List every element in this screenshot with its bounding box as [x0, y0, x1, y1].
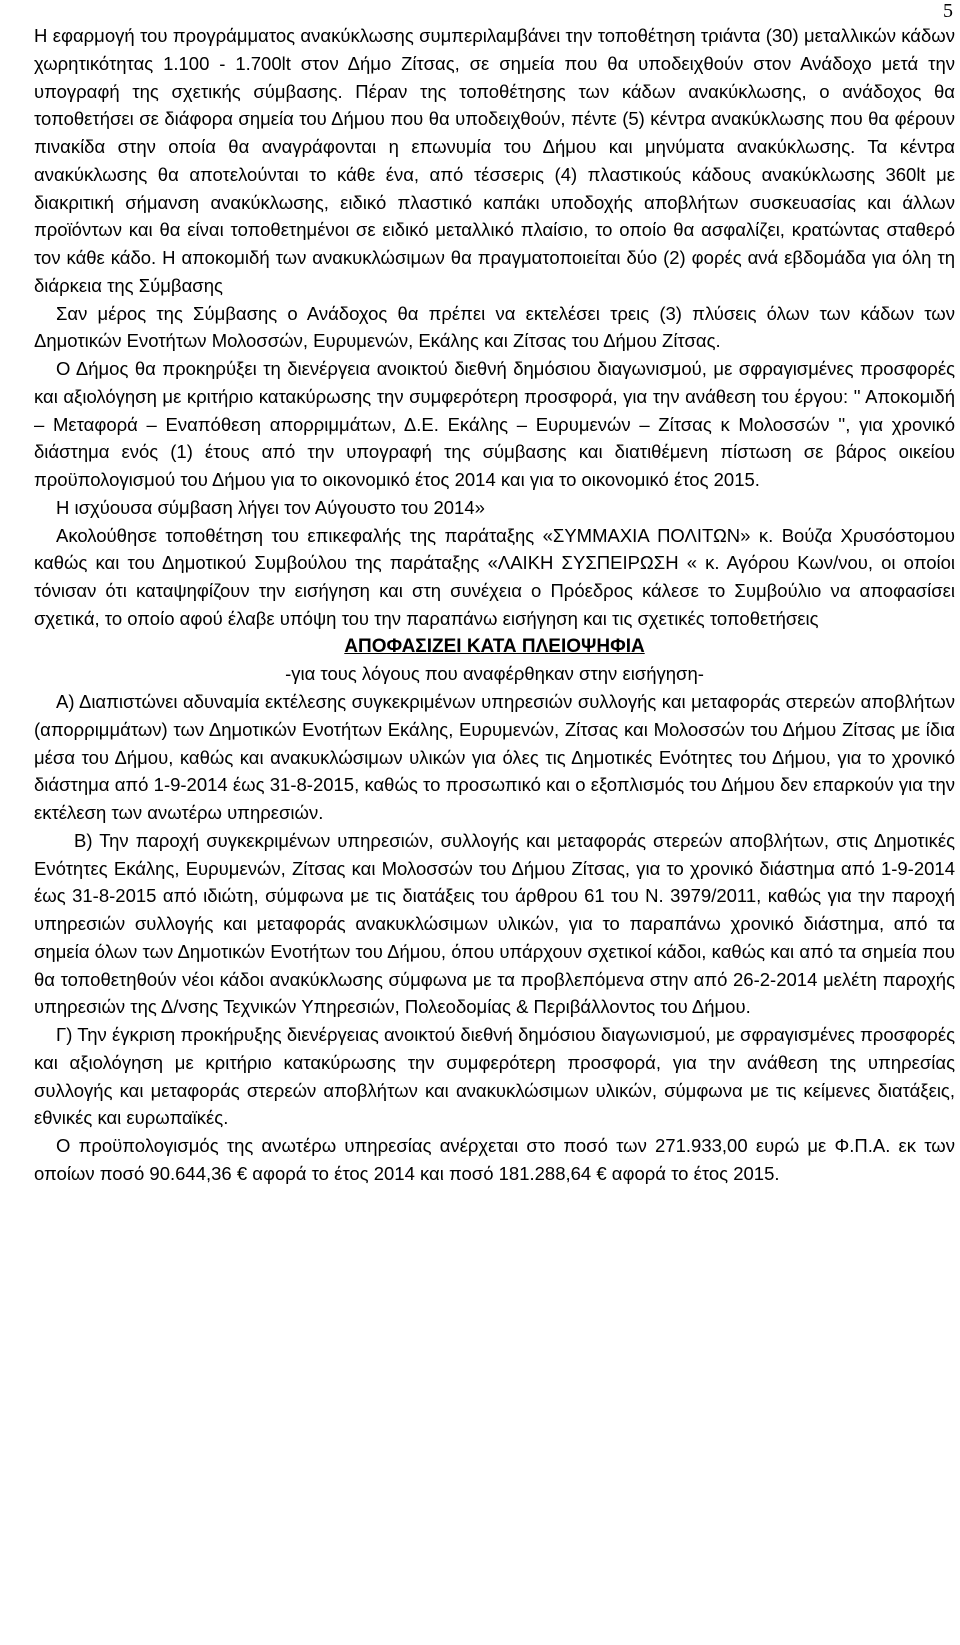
- budget-paragraph: Ο προϋπολογισμός της ανωτέρω υπηρεσίας ανέρχεται στο ποσό των 271.933,00 ευρώ με Φ.Π.Α. εκ των οποίων ποσό 90.644,36 € αφορά το έτος 2014 και ποσό 181.288,64 € αφορά το έτος 2015.: [34, 1135, 955, 1184]
- paragraph-tender-announcement: Ο Δήμος θα προκηρύξει τη διενέργεια ανοικτού διεθνή δημόσιου διαγωνισμού, με σφραγισμένες προσφορές και αξιολόγηση με κριτήριο κατακύρωσης την συμφερότερη προσφορά, για την ανάθεση του έργου: '' Αποκομιδή – Μεταφορά – Εναπόθεση απορριμμάτων, Δ.Ε. Εκάλης – Ευρυμενών – Ζίτσας κ Μολοσσών '', για χρονικό διάστημα ενός (1) έτους από την υπογραφή της σύμβασης και διατιθέμενη πίστωση σε βάρος οικείου προϋπολογισμού του Δήμου για το οικονομικό έτος 2014 και για το οικονομικό έτος 2015.: [34, 358, 955, 490]
- decision-subheading: -για τους λόγους που αναφέρθηκαν στην εισήγηση-: [285, 663, 704, 685]
- decision-item-b: Β) Την παροχή συγκεκριμένων υπηρεσιών, συλλογής και μεταφοράς στερεών αποβλήτων, στις Δημοτικές Ενότητες Εκάλης, Ευρυμενών, Ζίτσας και Μολοσσών του Δήμου Ζίτσας, για το χρονικό διάστημα από 1-9-2014 έως 31-8-2015 από ιδιώτη, σύμφωνα με τις διατάξεις του άρθρου 61 του Ν. 3979/2011, καθώς για την παροχή υπηρεσιών συλλογής και μεταφοράς ανακυκλώσιμων υλικών, για το παραπάνω χρονικό διάστημα, από τα σημεία όλων των Δημοτικών Ενοτήτων του Δήμου, όπου υπάρχουν σχετικοί κάδοι, καθώς και από τα σημεία που θα τοποθετηθούν νέοι κάδοι ανακύκλωσης σύμφωνα με τα προβλεπόμενα στην από 26-2-2014 μελέτη παροχής υπηρεσιών της Δ/νσης Τεχνικών Υπηρεσιών, Πολεοδομίας & Περιβάλλοντος του Δήμου.: [34, 829, 955, 1018]
- decision-item-c: Γ) Την έγκριση προκήρυξης διενέργειας ανοικτού διεθνή δημόσιου διαγωνισμού, με σφραγισμένες προσφορές και αξιολόγηση με κριτήριο κατακύρωσης την συμφερότερη προσφορά, για την ανάθεση της υπηρεσίας συλλογής και μεταφοράς στερεών αποβλήτων και ανακυκλώσιμων υλικών, σύμφωνα με τις κείμενες διατάξεις, εθνικές και ευρωπαϊκές.: [34, 1024, 955, 1129]
- paragraph-bin-washing: Σαν μέρος της Σύμβασης ο Ανάδοχος θα πρέπει να εκτελέσει τρεις (3) πλύσεις όλων των κάδων των Δημοτικών Ενοτήτων Μολοσσών, Ευρυμενών, Εκάλης και Ζίτσας του Δήμου Ζίτσας.: [34, 302, 955, 352]
- paragraph-council-statements: Ακολούθησε τοποθέτηση του επικεφαλής της παράταξης «ΣΥΜΜΑΧΙΑ ΠΟΛΙΤΩΝ» κ. Βούζα Χρυσόστομου καθώς και του Δημοτικού Συμβούλου της παράταξης «ΛΑΙΚΗ ΣΥΣΠΕΙΡΩΣΗ « κ. Αγόρου Κων/νου, οι οποίοι τόνισαν ότι καταψηφίζουν την εισήγηση και στη συνέχεια ο Πρόεδρος κάλεσε το Συμβούλιο να αποφασίσει σχετικά, το οποίο αφού έλαβε υπόψη του την παραπάνω εισήγηση και τις σχετικές τοποθετήσεις: [34, 524, 955, 629]
- document-body: [34, 22, 955, 1188]
- decision-heading: ΑΠΟΦΑΣΙΖΕΙ ΚΑΤΑ ΠΛΕΙΟΨΗΦΙΑ: [344, 635, 645, 657]
- page-number: 5: [943, 0, 953, 22]
- paragraph-contract-expiry: Η ισχύουσα σύμβαση λήγει τον Αύγουστο του 2014»: [56, 496, 485, 518]
- paragraph-recycling-program: Η εφαρμογή του προγράμματος ανακύκλωσης συμπεριλαμβάνει την τοποθέτηση τριάντα (30) μεταλλικών κάδων χωρητικότητας 1.100 - 1.700lt στον Δήμο Ζίτσας, σε σημεία που θα υποδειχθούν στον Ανάδοχο μετά την υπογραφή της σχετικής σύμβασης. Πέραν της τοποθέτησης των κάδων ανακύκλωσης, ο ανάδοχος θα τοποθετήσει σε διάφορα σημεία του Δήμου που θα υποδειχθούν, πέντε (5) κέντρα ανακύκλωσης που θα φέρουν πινακίδα στην οποία θα αναγράφονται η επωνυμία του Δήμου και μηνύματα ανακύκλωσης. Τα κέντρα ανακύκλωσης θα αποτελούνται το κάθε ένα, από τέσσερις (4) πλαστικούς κάδους ανακύκλωσης 360lt με διακριτική σήμανση ανακύκλωσης, ειδικό πλαστικό καπάκι υποδοχής αποβλήτων συσκευασίας και άλλων προϊόντων και θα είναι τοποθετημένοι σε ειδικό μεταλλικό πλαίσιο, το οποίο θα ασφαλίζει, κρατώντας σταθερό τον κάθε κάδο. Η αποκομιδή των ανακυκλώσιμων θα πραγματοποιείται δύο (2) φορές ανά εβδομάδα για όλη τη διάρκεια της Σύμβασης: [34, 25, 955, 296]
- decision-item-a: Α) Διαπιστώνει αδυναμία εκτέλεσης συγκεκριμένων υπηρεσιών συλλογής και μεταφοράς στερεών αποβλήτων (απορριμμάτων) των Δημοτικών Ενοτήτων Εκάλης, Ευρυμενών, Ζίτσας και Μολοσσών του Δήμου Ζίτσας με ίδια μέσα του Δήμου, καθώς και ανακυκλώσιμων υλικών για όλες τις Δημοτικές Ενότητες του Δήμου, για το χρονικό διάστημα από 1-9-2014 έως 31-8-2015, καθώς το προσωπικό και ο εξοπλισμός του Δήμου δεν επαρκούν για την εκτέλεση των ανωτέρω υπηρεσιών.: [34, 691, 955, 823]
